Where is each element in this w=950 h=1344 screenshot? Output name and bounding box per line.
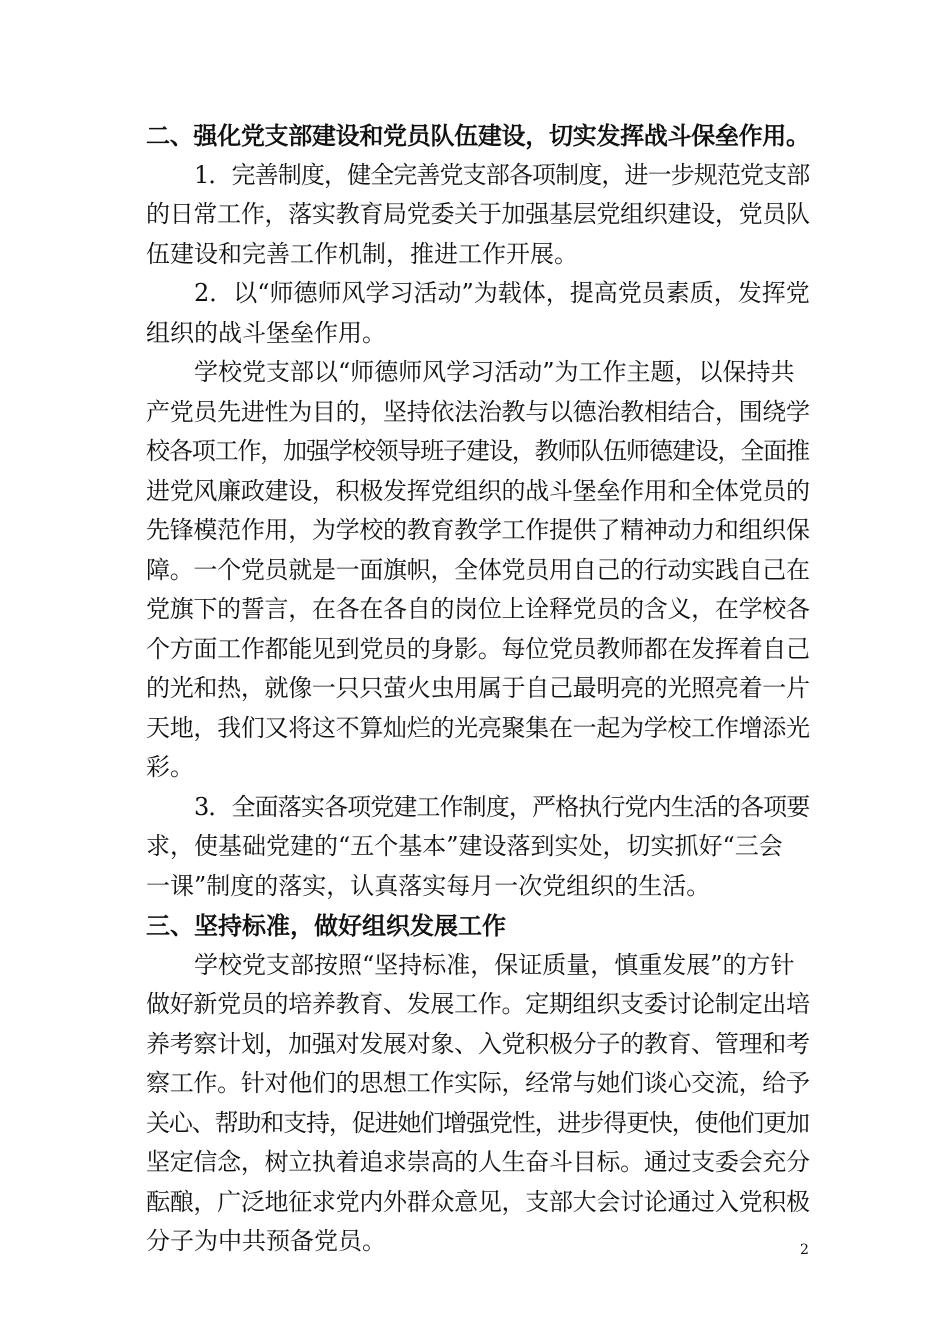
- text-line: 的光和热，就像一只只萤火虫用属于自己最明亮的光照亮着一片: [146, 674, 810, 702]
- text-line: 的日常工作，落实教育局党委关于加强基层党组织建设，党员队: [146, 200, 810, 228]
- text-line: 坚定信念，树立执着追求崇高的人生奋斗目标。通过支委会充分: [146, 1148, 810, 1176]
- text-line: 求，使基础党建的“五个基本”建设落到实处，切实抓好“三会: [146, 832, 783, 860]
- text-line: 1．完善制度，健全完善党支部各项制度，进一步规范党支部: [194, 160, 810, 189]
- text-line: 关心、帮助和支持，促进她们增强党性，进步得更快，使他们更加: [146, 1108, 809, 1137]
- document-body: [146, 116, 810, 1262]
- text-line: 党旗下的誓言，在各在各自的岗位上诠释党员的含义，在学校各: [146, 595, 810, 623]
- text-line: 3．全面落实各项党建工作制度，严格执行党内生活的各项要: [194, 792, 810, 821]
- text-line: 酝酿，广泛地征求党内外群众意见，支部大会讨论通过入党积极: [146, 1187, 810, 1216]
- text-line: 一课”制度的落实，认真落实每月一次党组织的生活。: [146, 871, 711, 900]
- page-number: 2: [800, 1242, 809, 1258]
- text-line: 天地，我们又将这不算灿烂的光亮聚集在一起为学校工作增添光: [146, 713, 810, 742]
- section-heading: 三、坚持标准，做好组织发展工作: [146, 911, 506, 940]
- text-line: 养考察计划，加强对发展对象、入党积极分子的教育、管理和考: [146, 1029, 810, 1058]
- text-line: 先锋模范作用，为学校的教育教学工作提供了精神动力和组织保: [146, 516, 810, 544]
- text-line: 个方面工作都能见到党员的身影。每位党员教师都在发挥着自己: [146, 634, 810, 663]
- text-line: 做好新党员的培养教育、发展工作。定期组织支委讨论制定出培: [146, 990, 810, 1018]
- section-heading: 二、强化党支部建设和党员队伍建设，切实发挥战斗保垒作用。: [146, 121, 810, 150]
- text-line: 校各项工作，加强学校领导班子建设，教师队伍师德建设，全面推: [146, 437, 809, 465]
- text-line: 2．以“师德师风学习活动”为载体，提高党员素质，发挥党: [194, 279, 810, 307]
- text-line: 分子为中共预备党员。: [146, 1227, 386, 1255]
- text-line: 进党风廉政建设，积极发挥党组织的战斗堡垒作用和全体党员的: [146, 476, 810, 505]
- text-line: 障。一个党员就是一面旗帜，全体党员用自己的行动实践自己在: [146, 555, 810, 584]
- text-line: 察工作。针对他们的思想工作实际，经常与她们谈心交流，给予: [146, 1069, 810, 1097]
- text-line: 学校党支部按照“坚持标准，保证质量，慎重发展”的方针: [194, 950, 795, 979]
- text-line: 产党员先进性为目的，坚持依法治教与以德治教相结合，围绕学: [146, 397, 810, 426]
- text-line: 彩。: [146, 753, 194, 781]
- text-line: 伍建设和完善工作机制，推进工作开展。: [146, 239, 578, 268]
- text-line: 组织的战斗堡垒作用。: [146, 318, 386, 347]
- text-line: 学校党支部以“师德师风学习活动”为工作主题，以保持共: [194, 358, 795, 386]
